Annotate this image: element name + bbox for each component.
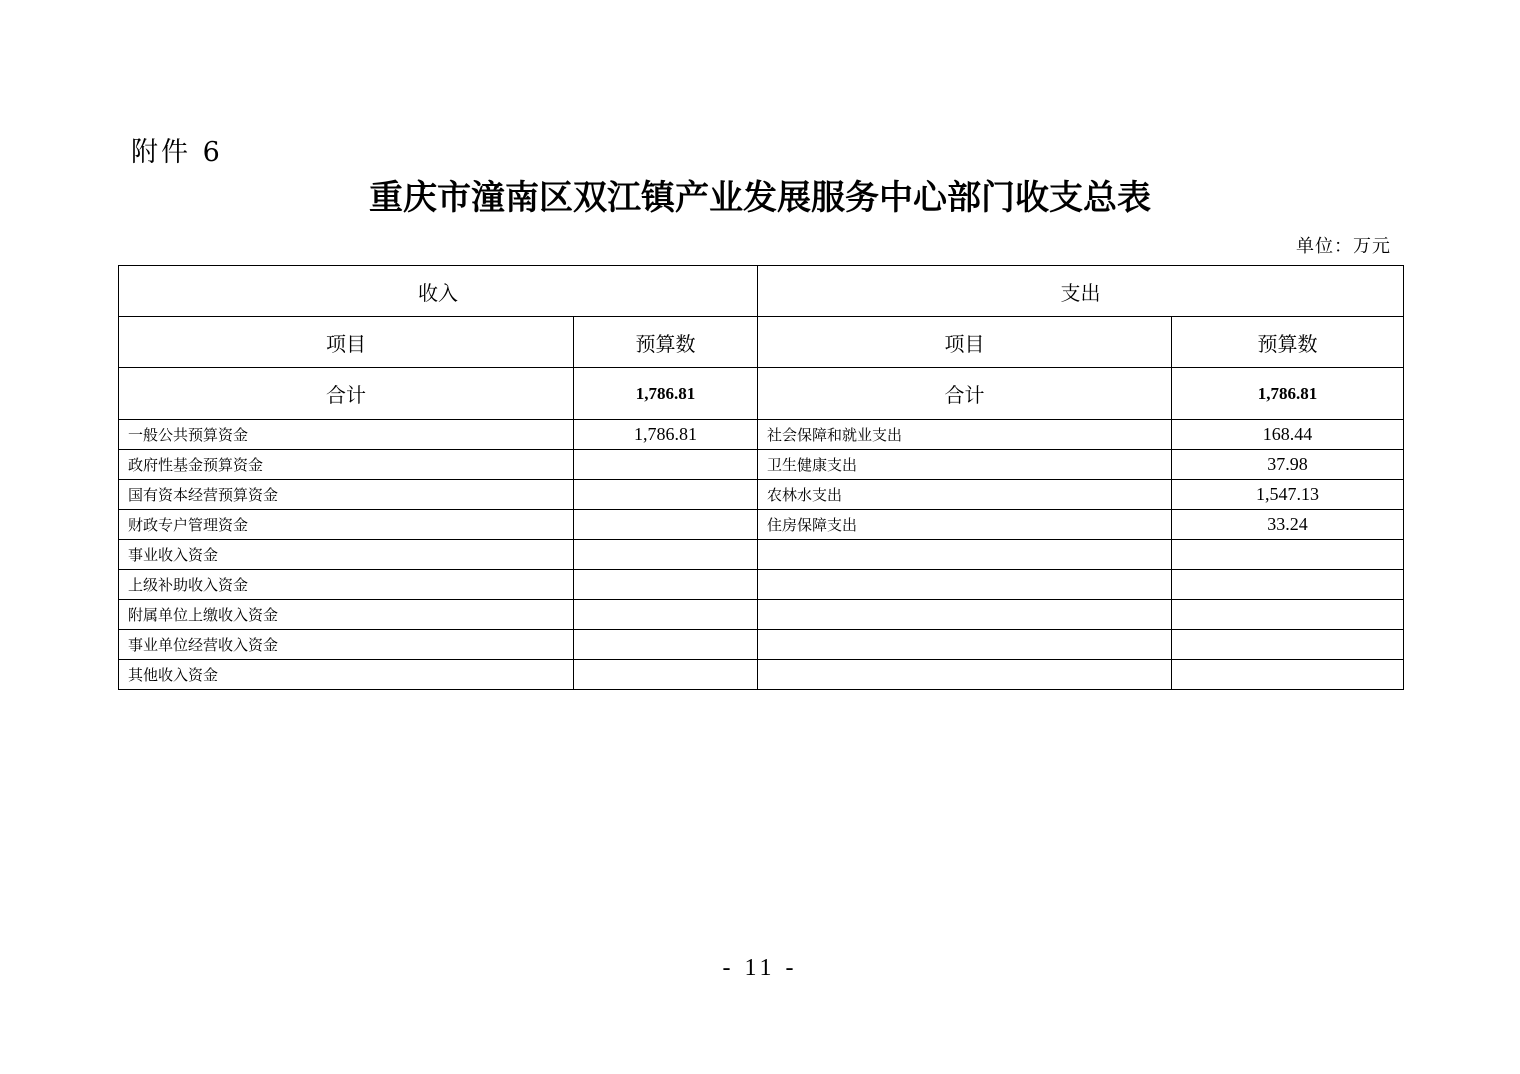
expense-item-name: 卫生健康支出 (758, 450, 1172, 480)
income-item-name: 事业单位经营收入资金 (119, 630, 574, 660)
expense-item-value: 168.44 (1172, 420, 1404, 450)
table-row (119, 570, 1404, 600)
expense-item-value (1172, 630, 1404, 660)
expense-item-value: 1,547.13 (1172, 480, 1404, 510)
attachment-label: 附件 6 (131, 137, 223, 168)
income-item-value (574, 510, 758, 540)
expense-item-name (758, 600, 1172, 630)
table-row (119, 630, 1404, 660)
table-row (119, 420, 1404, 450)
table-row (119, 600, 1404, 630)
income-item-name: 附属单位上缴收入资金 (119, 600, 574, 630)
budget-summary-table (118, 265, 1404, 690)
table-row (119, 480, 1404, 510)
expense-budget-header: 预算数 (1172, 317, 1404, 368)
expense-total-value: 1,786.81 (1172, 368, 1404, 420)
expense-item-value (1172, 570, 1404, 600)
expense-item-name: 住房保障支出 (758, 510, 1172, 540)
income-item-name: 事业收入资金 (119, 540, 574, 570)
table-row (119, 450, 1404, 480)
income-item-name: 其他收入资金 (119, 660, 574, 690)
expense-item-value (1172, 540, 1404, 570)
expense-item-name (758, 570, 1172, 600)
page-title: 重庆市潼南区双江镇产业发展服务中心部门收支总表 (369, 178, 1151, 218)
expense-item-name (758, 630, 1172, 660)
expense-item-value (1172, 660, 1404, 690)
expense-item-name: 社会保障和就业支出 (758, 420, 1172, 450)
income-item-name: 政府性基金预算资金 (119, 450, 574, 480)
expense-item-value: 37.98 (1172, 450, 1404, 480)
column-header-row (119, 317, 1404, 368)
income-item-value (574, 630, 758, 660)
income-total-label: 合计 (119, 368, 574, 420)
page-number: - 11 - (722, 955, 798, 981)
expense-item-header: 项目 (758, 317, 1172, 368)
expense-header: 支出 (758, 266, 1404, 317)
income-header: 收入 (119, 266, 758, 317)
expense-item-name (758, 660, 1172, 690)
income-item-value (574, 480, 758, 510)
income-item-value (574, 660, 758, 690)
unit-label: 单位：万元 (1296, 236, 1391, 257)
income-item-name: 一般公共预算资金 (119, 420, 574, 450)
income-item-value (574, 600, 758, 630)
income-total-value: 1,786.81 (574, 368, 758, 420)
income-item-value (574, 570, 758, 600)
income-budget-header: 预算数 (574, 317, 758, 368)
total-row (119, 368, 1404, 420)
income-item-value: 1,786.81 (574, 420, 758, 450)
section-header-row (119, 266, 1404, 317)
income-item-value (574, 450, 758, 480)
expense-item-name (758, 540, 1172, 570)
expense-item-value (1172, 600, 1404, 630)
income-item-name: 上级补助收入资金 (119, 570, 574, 600)
expense-item-value: 33.24 (1172, 510, 1404, 540)
table-row (119, 540, 1404, 570)
income-item-header: 项目 (119, 317, 574, 368)
income-item-name: 财政专户管理资金 (119, 510, 574, 540)
table-row (119, 660, 1404, 690)
table-row (119, 510, 1404, 540)
expense-total-label: 合计 (758, 368, 1172, 420)
income-item-value (574, 540, 758, 570)
income-item-name: 国有资本经营预算资金 (119, 480, 574, 510)
expense-item-name: 农林水支出 (758, 480, 1172, 510)
